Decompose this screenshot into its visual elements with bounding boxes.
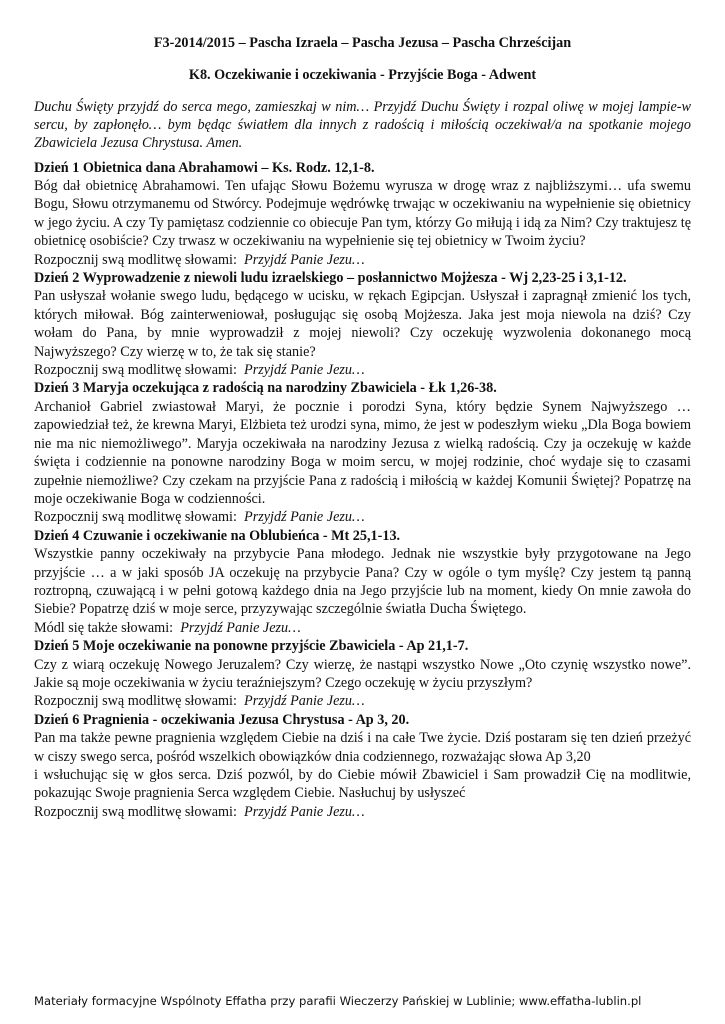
- document-subtitle: K8. Oczekiwanie i oczekiwania - Przyjście Boga - Adwent: [188, 67, 537, 83]
- prayer-words: Przyjdź Panie Jezu…: [244, 803, 365, 820]
- day-3-prayer: [34, 508, 691, 526]
- prayer-lead: Módl się także słowami:: [34, 619, 174, 636]
- prayer-lead: Rozpocznij swą modlitwę słowami:: [34, 509, 237, 526]
- day-2-title: Dzień 2 Wyprowadzenie z niewoli ludu izraelskiego – posłannictwo Mojżesza - Wj 2,23-25 i 3,1-12.: [34, 270, 627, 287]
- day-3-title: Dzień 3 Maryja oczekująca z radością na narodziny Zbawiciela - Łk 1,26-38.: [34, 380, 497, 397]
- day-1-title: Dzień 1 Obietnica dana Abrahamowi – Ks. Rodz. 12,1-8.: [34, 159, 375, 176]
- day-3-text: Archanioł Gabriel zwiastował Maryi, że pocznie i porodzi Syna, który będzie Synem Najwyższego … zapowiedział też, że krewna Maryi, Elżbieta też urodzi syna, mimo, że jest w podeszłym wieku „Dla Boga bowiem nie ma nic niemożliwego”. Maryja oczekiwała na narodziny Jezusa z wielką radością. Czy ja oczekuję w każde święta i codziennie na ponowne narodziny Boga w moim sercu, w mojej rodzinie, choć wydaje się to czasami zupełnie niemożliwe? Czy czekam na przyjście Pana z radością i miłością w każdej Komunii Świętej? Popatrzę na moje oczekiwanie Boga w codzienności.: [34, 398, 691, 507]
- day-5-text: Czy z wiarą oczekuję Nowego Jeruzalem? Czy wierzę, że nastąpi wszystko Nowe „Oto czynię wszystko nowe”. Jakie są moje oczekiwania w życiu teraźniejszym? Czego oczekuję w życiu przyszłym?: [34, 656, 691, 691]
- day-1-prayer: [34, 251, 691, 269]
- day-6-text: Pan ma także pewne pragnienia względem Ciebie na dziś i na całe Twe życie. Dziś postaram się ten dzień przeżyć w ciszy swego serca, pośród wszelkich obowiązków dnia codziennego, rozważając słowa Ap 3,20: [34, 730, 691, 765]
- day-4-text: Wszystkie panny oczekiwały na przybycie Pana młodego. Jednak nie wszystkie były przygotowane na Jego przyjście … a w jaki sposób JA oczekuję na przybycie Pana? Czy w ogóle o tym myślę? Czy jestem tą panną roztropną, czuwającą i w pełni gotową każdego dnia na Jego przyjście lub na moment, kiedy On mnie zawoła do Siebie? Popatrzę dziś w moje serce, przyzywając szczególnie światła Ducha Świętego.: [34, 546, 691, 618]
- day-4-title: Dzień 4 Czuwanie i oczekiwanie na Oblubieńca - Mt 25,1-13.: [34, 527, 401, 544]
- document-page: [34, 34, 691, 821]
- day-2-prayer: [34, 361, 691, 379]
- prayer-words: Przyjdź Panie Jezu…: [244, 693, 365, 710]
- prayer-lead: Rozpocznij swą modlitwę słowami:: [34, 362, 237, 379]
- prayer-words: Przyjdź Panie Jezu…: [244, 362, 365, 379]
- day-5-title: Dzień 5 Moje oczekiwanie na ponowne przyjście Zbawiciela - Ap 21,1-7.: [34, 638, 469, 655]
- prayer-lead: Rozpocznij swą modlitwę słowami:: [34, 251, 237, 268]
- day-1-text: Bóg dał obietnicę Abrahamowi. Ten ufając Słowu Bożemu wyruszа w drogę wraz z najbliższymi… ufa swemu Bogu, Słowu otrzymanemu od Stwórcy. Podejmuje wędrówkę trwając w oczekiwaniu na wypełnienie się obietnicy w jego życiu. A czy Ty pamiętasz codziennie co obiecuje Pan tym, którzy Go miłują i idą za Nim? Czy traktujesz tę obietnicę osobiście? Czy trwasz w oczekiwaniu na wypełnienie się tej obietnicy w Twoim życiu?: [34, 178, 691, 250]
- day-2-text: Pan usłyszał wołanie swego ludu, będącego w ucisku, w rękach Egipcjan. Usłyszał i zapragnął zmienić los tych, których miłował. Bóg zainterweniował, posługując się osobą Mojżesza. Jaka jest moja niewola na dziś? Czy wołam do Pana, by mnie wyprowadził z mojej niewoli? Czy oczekuję wyzwolenia dokonanego mocą Najwyższego? Czy wierzę w to, że tak się stanie?: [34, 288, 691, 360]
- day-6-prayer: [34, 803, 691, 821]
- opening-prayer: Duchu Święty przyjdź do serca mego, zamieszkaj w nim… Przyjdź Duchu Święty i rozpal oliwę w mojej lampie-w sercu, by zapłonęło… bym będąc światłem dla innych z radością i miłością oczekiwał/a na spotkanie mojego Zbawiciela Jezusa Chrystusa. Amen.: [34, 99, 691, 152]
- day-4-prayer: [34, 619, 691, 637]
- prayer-words: Przyjdź Panie Jezu…: [180, 619, 301, 636]
- prayer-words: Przyjdź Panie Jezu…: [244, 509, 365, 526]
- prayer-words: Przyjdź Panie Jezu…: [244, 251, 365, 268]
- prayer-lead: Rozpocznij swą modlitwę słowami:: [34, 693, 237, 710]
- day-5-prayer: [34, 692, 691, 710]
- document-title: F3-2014/2015 – Pascha Izraela – Pascha Jezusa – Pascha Chrześcijan: [153, 35, 572, 51]
- page-footer: Materiały formacyjne Wspólnoty Effatha przy parafii Wieczerzy Pańskiej w Lublinie; www.effatha-lublin.pl: [34, 994, 642, 1008]
- prayer-lead: Rozpocznij swą modlitwę słowami:: [34, 803, 237, 820]
- day-6-title: Dzień 6 Pragnienia - oczekiwania Jezusa Chrystusa - Ap 3, 20.: [34, 711, 410, 728]
- day-6-text-continued: i wsłuchując się w głos serca. Dziś pozwól, by do Ciebie mówił Zbawiciel i Sam prowadził Cię na modlitwie, pokazując Swoje pragnienia Serca względem Ciebie. Nasłuchuj by usłyszeć: [34, 767, 691, 802]
